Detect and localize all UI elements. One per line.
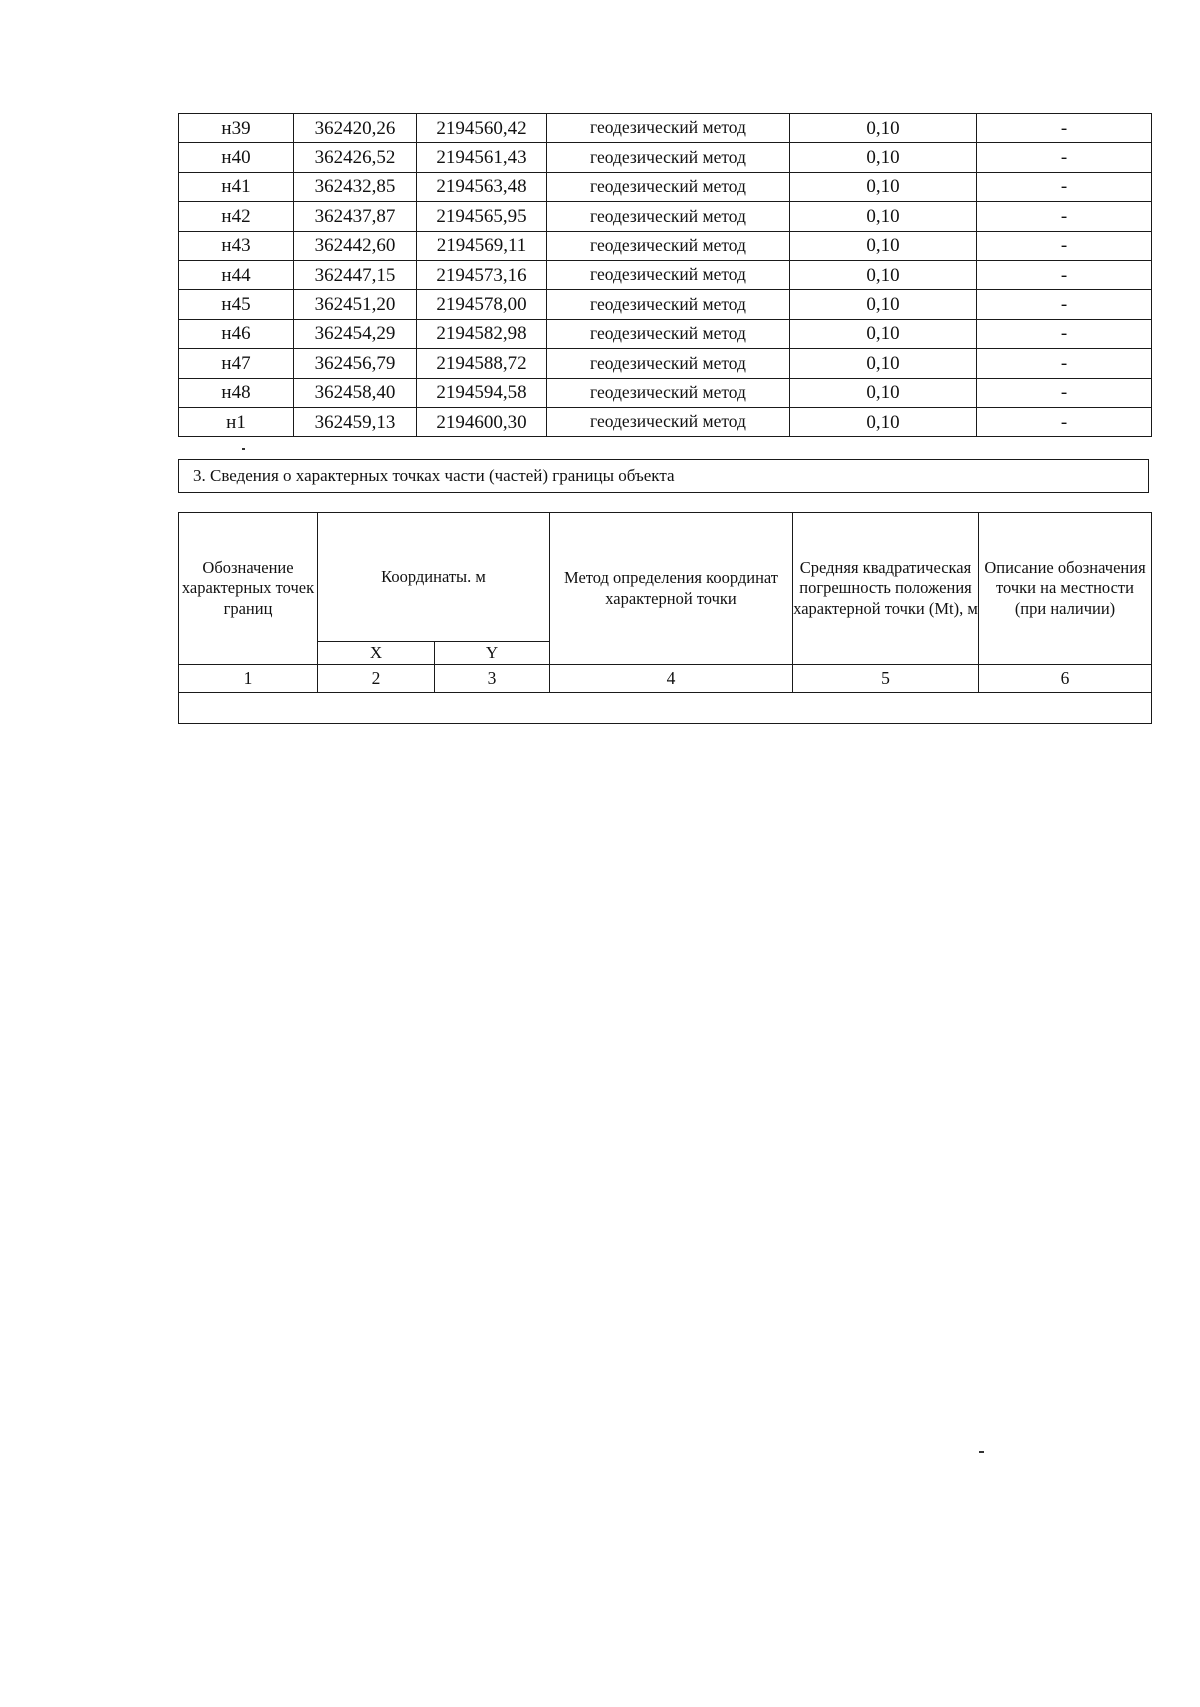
method-cell: геодезический метод (547, 407, 790, 436)
accuracy-cell: 0,10 (790, 290, 977, 319)
accuracy-cell: 0,10 (790, 319, 977, 348)
x-cell: 362447,15 (294, 260, 417, 289)
accuracy-cell: 0,10 (790, 260, 977, 289)
accuracy-cell: 0,10 (790, 231, 977, 260)
description-cell: - (977, 231, 1152, 260)
description-cell: - (977, 349, 1152, 378)
accuracy-cell: 0,10 (790, 378, 977, 407)
header-coordinates: Координаты. м (318, 513, 550, 642)
point-cell: н42 (179, 202, 294, 231)
table-row (179, 114, 1152, 143)
description-cell: - (977, 319, 1152, 348)
method-cell: геодезический метод (547, 290, 790, 319)
y-cell: 2194588,72 (417, 349, 547, 378)
table-row (179, 260, 1152, 289)
column-number: 6 (979, 665, 1152, 693)
header-x: X (318, 642, 435, 665)
y-cell: 2194582,98 (417, 319, 547, 348)
x-cell: 362420,26 (294, 114, 417, 143)
header-description: Описание обозначения точки на местности (при наличии) (979, 513, 1152, 665)
points-table-body (179, 114, 1152, 437)
table-row (179, 172, 1152, 201)
scan-speck (242, 448, 245, 450)
method-cell: геодезический метод (547, 349, 790, 378)
method-cell: геодезический метод (547, 202, 790, 231)
accuracy-cell: 0,10 (790, 114, 977, 143)
column-number: 4 (550, 665, 793, 693)
accuracy-cell: 0,10 (790, 172, 977, 201)
point-cell: н46 (179, 319, 294, 348)
point-cell: н48 (179, 378, 294, 407)
column-number: 5 (793, 665, 979, 693)
header-designation: Обозначение характерных точек границ (179, 513, 318, 665)
y-cell: 2194560,42 (417, 114, 547, 143)
description-cell: - (977, 378, 1152, 407)
y-cell: 2194594,58 (417, 378, 547, 407)
description-cell: - (977, 290, 1152, 319)
x-cell: 362432,85 (294, 172, 417, 201)
method-cell: геодезический метод (547, 378, 790, 407)
method-cell: геодезический метод (547, 319, 790, 348)
header-y: Y (435, 642, 550, 665)
method-cell: геодезический метод (547, 172, 790, 201)
table-row (179, 290, 1152, 319)
x-cell: 362426,52 (294, 143, 417, 172)
y-cell: 2194569,11 (417, 231, 547, 260)
y-cell: 2194573,16 (417, 260, 547, 289)
x-cell: 362458,40 (294, 378, 417, 407)
table-row (179, 319, 1152, 348)
y-cell: 2194563,48 (417, 172, 547, 201)
header-method: Метод определения координат характерной точки (550, 513, 793, 665)
point-cell: н40 (179, 143, 294, 172)
empty-cell (179, 693, 1152, 724)
x-cell: 362451,20 (294, 290, 417, 319)
accuracy-cell: 0,10 (790, 143, 977, 172)
point-cell: н41 (179, 172, 294, 201)
scan-speck (979, 1451, 984, 1453)
point-cell: н1 (179, 407, 294, 436)
table-row (179, 202, 1152, 231)
description-cell: - (977, 172, 1152, 201)
y-cell: 2194565,95 (417, 202, 547, 231)
section-3-title: 3. Сведения о характерных точках части (частей) границы объекта (178, 459, 1149, 493)
y-cell: 2194561,43 (417, 143, 547, 172)
column-number: 2 (318, 665, 435, 693)
table-row (179, 407, 1152, 436)
accuracy-cell: 0,10 (790, 407, 977, 436)
point-cell: н44 (179, 260, 294, 289)
x-cell: 362454,29 (294, 319, 417, 348)
y-cell: 2194600,30 (417, 407, 547, 436)
x-cell: 362442,60 (294, 231, 417, 260)
table-row (179, 143, 1152, 172)
description-cell: - (977, 202, 1152, 231)
table-row (179, 378, 1152, 407)
header-accuracy: Средняя квадратическая погрешность положения характерной точки (Mt), м (793, 513, 979, 665)
point-cell: н43 (179, 231, 294, 260)
column-number: 1 (179, 665, 318, 693)
description-cell: - (977, 260, 1152, 289)
accuracy-cell: 0,10 (790, 202, 977, 231)
column-numbers-row (179, 665, 1152, 693)
point-cell: н47 (179, 349, 294, 378)
method-cell: геодезический метод (547, 114, 790, 143)
method-cell: геодезический метод (547, 143, 790, 172)
point-cell: н39 (179, 114, 294, 143)
table-row (179, 349, 1152, 378)
point-cell: н45 (179, 290, 294, 319)
x-cell: 362459,13 (294, 407, 417, 436)
empty-row (179, 693, 1152, 724)
table-row (179, 231, 1152, 260)
y-cell: 2194578,00 (417, 290, 547, 319)
x-cell: 362456,79 (294, 349, 417, 378)
x-cell: 362437,87 (294, 202, 417, 231)
column-number: 3 (435, 665, 550, 693)
points-table (178, 113, 1152, 437)
description-cell: - (977, 143, 1152, 172)
description-cell: - (977, 407, 1152, 436)
parts-table (178, 512, 1152, 724)
method-cell: геодезический метод (547, 260, 790, 289)
description-cell: - (977, 114, 1152, 143)
accuracy-cell: 0,10 (790, 349, 977, 378)
method-cell: геодезический метод (547, 231, 790, 260)
